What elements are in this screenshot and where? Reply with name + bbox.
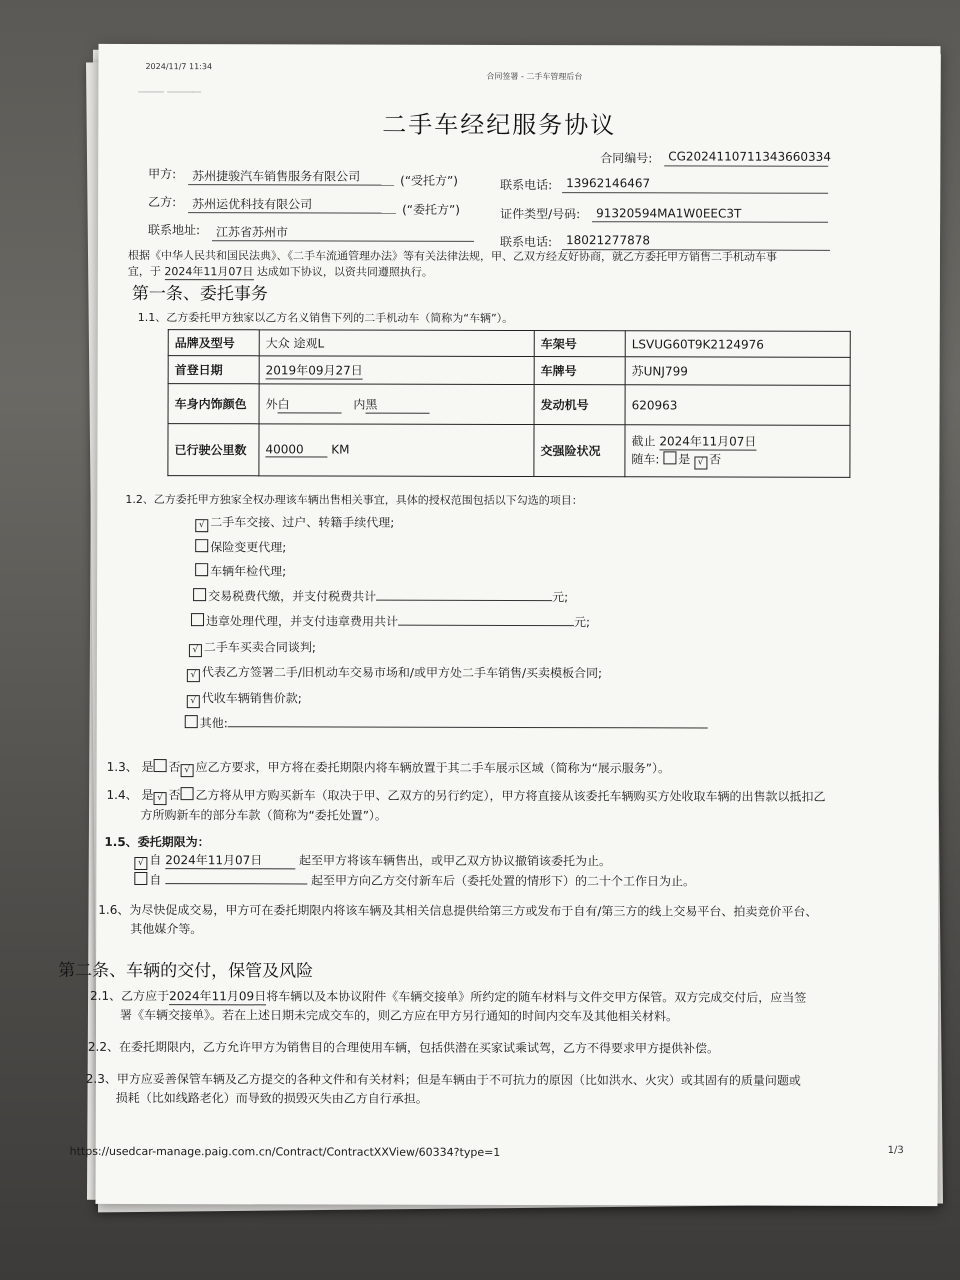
clause-1-3-no: 否 [168, 760, 181, 775]
checkbox-checked-icon: √ [694, 456, 707, 469]
clause-1-3 [107, 758, 670, 778]
clause-2-1-line-1 [90, 987, 806, 1007]
checkbox-unchecked-icon [134, 872, 147, 885]
exterior-color: 白 [278, 395, 342, 413]
vehicle-info-table [167, 329, 850, 478]
term-option-2 [134, 871, 695, 889]
clause-1-2: 1.2、乙方委托甲方独家全权办理该车辆出售相关事宜，具体的授权范围包括以下勾选的项目： [125, 492, 583, 508]
intro-suffix: 达成如下协议，以资共同遵照执行。 [256, 265, 433, 279]
print-site-title: 合同签署 - 二手车管理后台 [486, 71, 583, 82]
authorization-option-label: 交易税费代缴，并支付税费共计 [208, 589, 377, 604]
checkbox-unchecked-icon [185, 715, 198, 728]
phone-2: 18021277878 [565, 233, 651, 248]
authorization-option-label: 保险变更代理; [210, 540, 287, 555]
amount-blank [398, 613, 574, 626]
reg-date-value: 2019年09月27日 [265, 362, 363, 378]
checkbox-checked-icon: √ [134, 857, 147, 870]
engine-value: 620963 [625, 385, 850, 426]
authorization-option [187, 663, 602, 683]
checkbox-unchecked-icon [663, 451, 676, 464]
term-option-1-prefix: 自 [149, 853, 162, 868]
footer-url: https://usedcar-manage.paig.com.cn/Contract/ContractXXView/60334?type=1 [69, 1144, 501, 1159]
authorization-option-label: 车辆年检代理; [210, 564, 287, 579]
mileage-cell [259, 424, 534, 477]
authorization-option [189, 638, 316, 657]
clause-1-4-line-2: 方所购新车的部分车款（简称为“委托处置”）。 [140, 808, 387, 823]
id-number: 91320594MA1W0EEC3T [596, 206, 742, 221]
clause-1-4-no: 否 [168, 788, 181, 803]
authorization-option [191, 612, 590, 630]
checkbox-unchecked-icon [154, 759, 167, 772]
interior-color: 黑 [365, 395, 429, 413]
checkbox-checked-icon: √ [187, 695, 200, 708]
clause-1-3-yes: 是 [141, 760, 154, 775]
authorization-option-label: 其他: [199, 716, 228, 731]
authorization-option [185, 714, 708, 732]
vin-label: 车架号 [534, 331, 625, 357]
phone-1-underline [562, 192, 828, 194]
party-b-name: 苏州运优科技有限公司 [192, 197, 313, 212]
clause-2-1-line-2: 署《车辆交接单》。若在上述日期未完成交车的，则乙方应在甲方另行通知的时间内交车及其他相关材料。 [119, 1007, 679, 1024]
clause-2-3-line-2: 损耗（比如线路老化）而导致的损毁灭失由乙方自行承担。 [115, 1090, 428, 1106]
address-label: 联系地址: [148, 223, 201, 238]
clause-1-4 [107, 786, 826, 807]
phone-label-1: 联系电话: [500, 177, 553, 193]
contract-number-underline [664, 165, 828, 166]
brand-label: 品牌及型号 [168, 330, 259, 356]
checkbox-checked-icon: √ [187, 669, 200, 682]
intro-prefix: 宜，于 [127, 264, 161, 279]
bleed-through-text: ▁▁▁ ▁▁▁▁ [138, 80, 202, 94]
clause-1-3-number: 1.3、 [106, 759, 138, 775]
clause-1-6-line-1: 1.6、为尽快促成交易，甲方可在委托期限内将该车辆及其相关信息提供给第三方或发布于自有/第三方的线上交易平台、拍卖竞价平台、 [98, 902, 818, 919]
plate-value: 苏UNJ799 [625, 357, 850, 386]
document-title: 二手车经纪服务协议 [382, 110, 617, 140]
amount-unit: 元; [574, 615, 591, 630]
checkbox-unchecked-icon [193, 588, 206, 601]
checkbox-unchecked-icon [180, 787, 193, 800]
color-cell [259, 384, 534, 425]
checkbox-unchecked-icon [195, 539, 208, 552]
engine-label: 发动机号 [534, 385, 625, 425]
section-1-heading: 第一条、委托事务 [131, 283, 268, 305]
insurance-label: 交强险状况 [534, 425, 625, 477]
insurance-with-car [631, 450, 843, 470]
party-b-underline [188, 212, 396, 214]
party-a-role: (“受托方”) [400, 173, 458, 188]
clause-1-1: 1.1、乙方委托甲方独家以乙方名义销售下列的二手机动车（简称为“车辆”）。 [137, 311, 514, 325]
authorization-option-label: 二手车买卖合同谈判; [203, 640, 317, 655]
term-option-1 [134, 851, 611, 871]
clause-1-3-text: 应乙方要求，甲方将在委托期限内将车辆放置于其二手车展示区域（简称为“展示服务”）。 [195, 760, 671, 776]
phone-1: 13962146467 [566, 176, 651, 191]
clause-1-6-line-2: 其他媒介等。 [130, 921, 203, 937]
id-number-underline [592, 221, 828, 223]
reg-date-cell [259, 356, 534, 385]
clause-1-4-yes: 是 [141, 788, 154, 803]
term-option-2-blank [165, 883, 307, 884]
id-label: 证件类型/号码: [500, 206, 581, 222]
checkbox-checked-icon: √ [153, 792, 166, 805]
party-a-name: 苏州捷骏汽车销售服务有限公司 [192, 169, 361, 184]
insurance-prefix: 截止 [631, 434, 656, 449]
contract-page [58, 44, 940, 1206]
page-number: 1/3 [887, 1144, 904, 1157]
party-a-underline [188, 184, 394, 186]
amount-unit: 元; [552, 590, 569, 605]
checkbox-checked-icon: √ [189, 644, 202, 657]
authorization-option [195, 562, 286, 579]
authorization-option [195, 513, 394, 533]
clause-1-4-text-1: 乙方将从甲方购买新车（取决于甲、乙双方的另行约定），甲方将直接从该委托车辆购买方处收取车辆的出售款以抵扣乙 [195, 788, 826, 804]
print-timestamp: 2024/11/7 11:34 [145, 62, 213, 72]
agreement-date: 2024年11月07日 [164, 265, 254, 279]
party-b-role: (“委托方”) [402, 202, 460, 217]
authorization-option-label: 二手车交接、过户、转籍手续代理; [210, 515, 395, 530]
authorization-option [193, 587, 568, 605]
term-option-2-text: 起至甲方向乙方交付新车后（委托处置的情形下）的二十个工作日为止。 [310, 873, 696, 889]
authorization-option [195, 538, 286, 555]
authorization-option [187, 689, 302, 708]
party-a-label: 甲方: [148, 167, 177, 182]
term-option-1-text: 起至甲方将该车辆售出，或甲乙双方协议撤销该委托为止。 [299, 853, 612, 869]
mileage-unit: KM [331, 442, 350, 457]
insurance-cell [625, 425, 850, 478]
mileage-value: 40000 [265, 442, 327, 457]
party-b-label: 乙方: [148, 195, 177, 210]
other-blank [228, 714, 708, 728]
insurance-date: 2024年11月07日 [659, 434, 757, 449]
address-value: 江苏省苏州市 [216, 225, 289, 240]
with-car-label: 随车: [631, 452, 660, 467]
contract-number-label: 合同编号: [600, 151, 653, 166]
clause-2-1-text: 将车辆以及本协议附件《车辆交接单》所约定的随车材料与文件交甲方保管。双方完成交付后，应当签 [266, 989, 807, 1005]
reg-date-label: 首登日期 [168, 356, 259, 384]
checkbox-unchecked-icon [191, 613, 204, 626]
interior-prefix: 内 [353, 397, 366, 412]
brand-value: 大众 途观L [259, 330, 534, 357]
vin-value: LSVUG60T9K2124976 [625, 331, 850, 358]
intro-line-1: 根据《中华人民共和国民法典》、《二手车流通管理办法》等有关法律法规，甲、乙双方经友好协商，就乙方委托甲方销售二手机动车事 [127, 248, 777, 264]
checkbox-checked-icon: √ [181, 764, 194, 777]
mileage-label: 已行驶公里数 [168, 424, 259, 476]
term-option-2-prefix: 自 [149, 873, 162, 888]
clause-1-5-heading: 1.5、委托期限为： [104, 834, 210, 850]
delivery-date: 2024年11月09日 [169, 989, 267, 1004]
authorization-option-label: 代表乙方签署二手/旧机动车交易市场和/或甲方处二手车销售/买卖模板合同; [201, 665, 603, 681]
clause-1-4-number: 1.4、 [106, 787, 138, 803]
intro-line-2 [128, 263, 433, 281]
phone-label-2: 联系电话: [499, 234, 553, 250]
address-underline [212, 240, 474, 242]
clause-2-3-line-1: 2.3、甲方应妥善保管车辆及乙方提交的各种文件和有关材料；但是车辆由于不可抗力的原因（比如洪水、火灾）或其固有的质量问题或 [85, 1071, 801, 1088]
with-car-no: 否 [709, 452, 722, 467]
with-car-yes: 是 [678, 452, 691, 467]
checkbox-unchecked-icon [195, 563, 208, 576]
authorization-option-label: 违章处理代理，并支付违章费用共计 [205, 614, 399, 629]
term-start-date: 2024年11月07日 [165, 851, 295, 869]
section-2-heading: 第二条、车辆的交付，保管及风险 [58, 960, 314, 982]
plate-label: 车牌号 [534, 357, 625, 385]
contract-number: CG2024110711343660334 [668, 149, 831, 164]
clause-2-2: 2.2、在委托期限内，乙方允许甲方为销售目的合理使用车辆，包括供潜在买家试乘试驾，乙方不得要求甲方提供补偿。 [87, 1039, 720, 1056]
exterior-prefix: 外 [265, 396, 278, 411]
checkbox-checked-icon: √ [195, 519, 208, 532]
clause-2-1-prefix: 2.1、乙方应于 [90, 988, 170, 1004]
color-label: 车身内饰颜色 [168, 384, 259, 424]
authorization-option-label: 代收车辆销售价款; [201, 691, 302, 706]
insurance-expiry [631, 432, 843, 451]
amount-blank [376, 588, 552, 601]
